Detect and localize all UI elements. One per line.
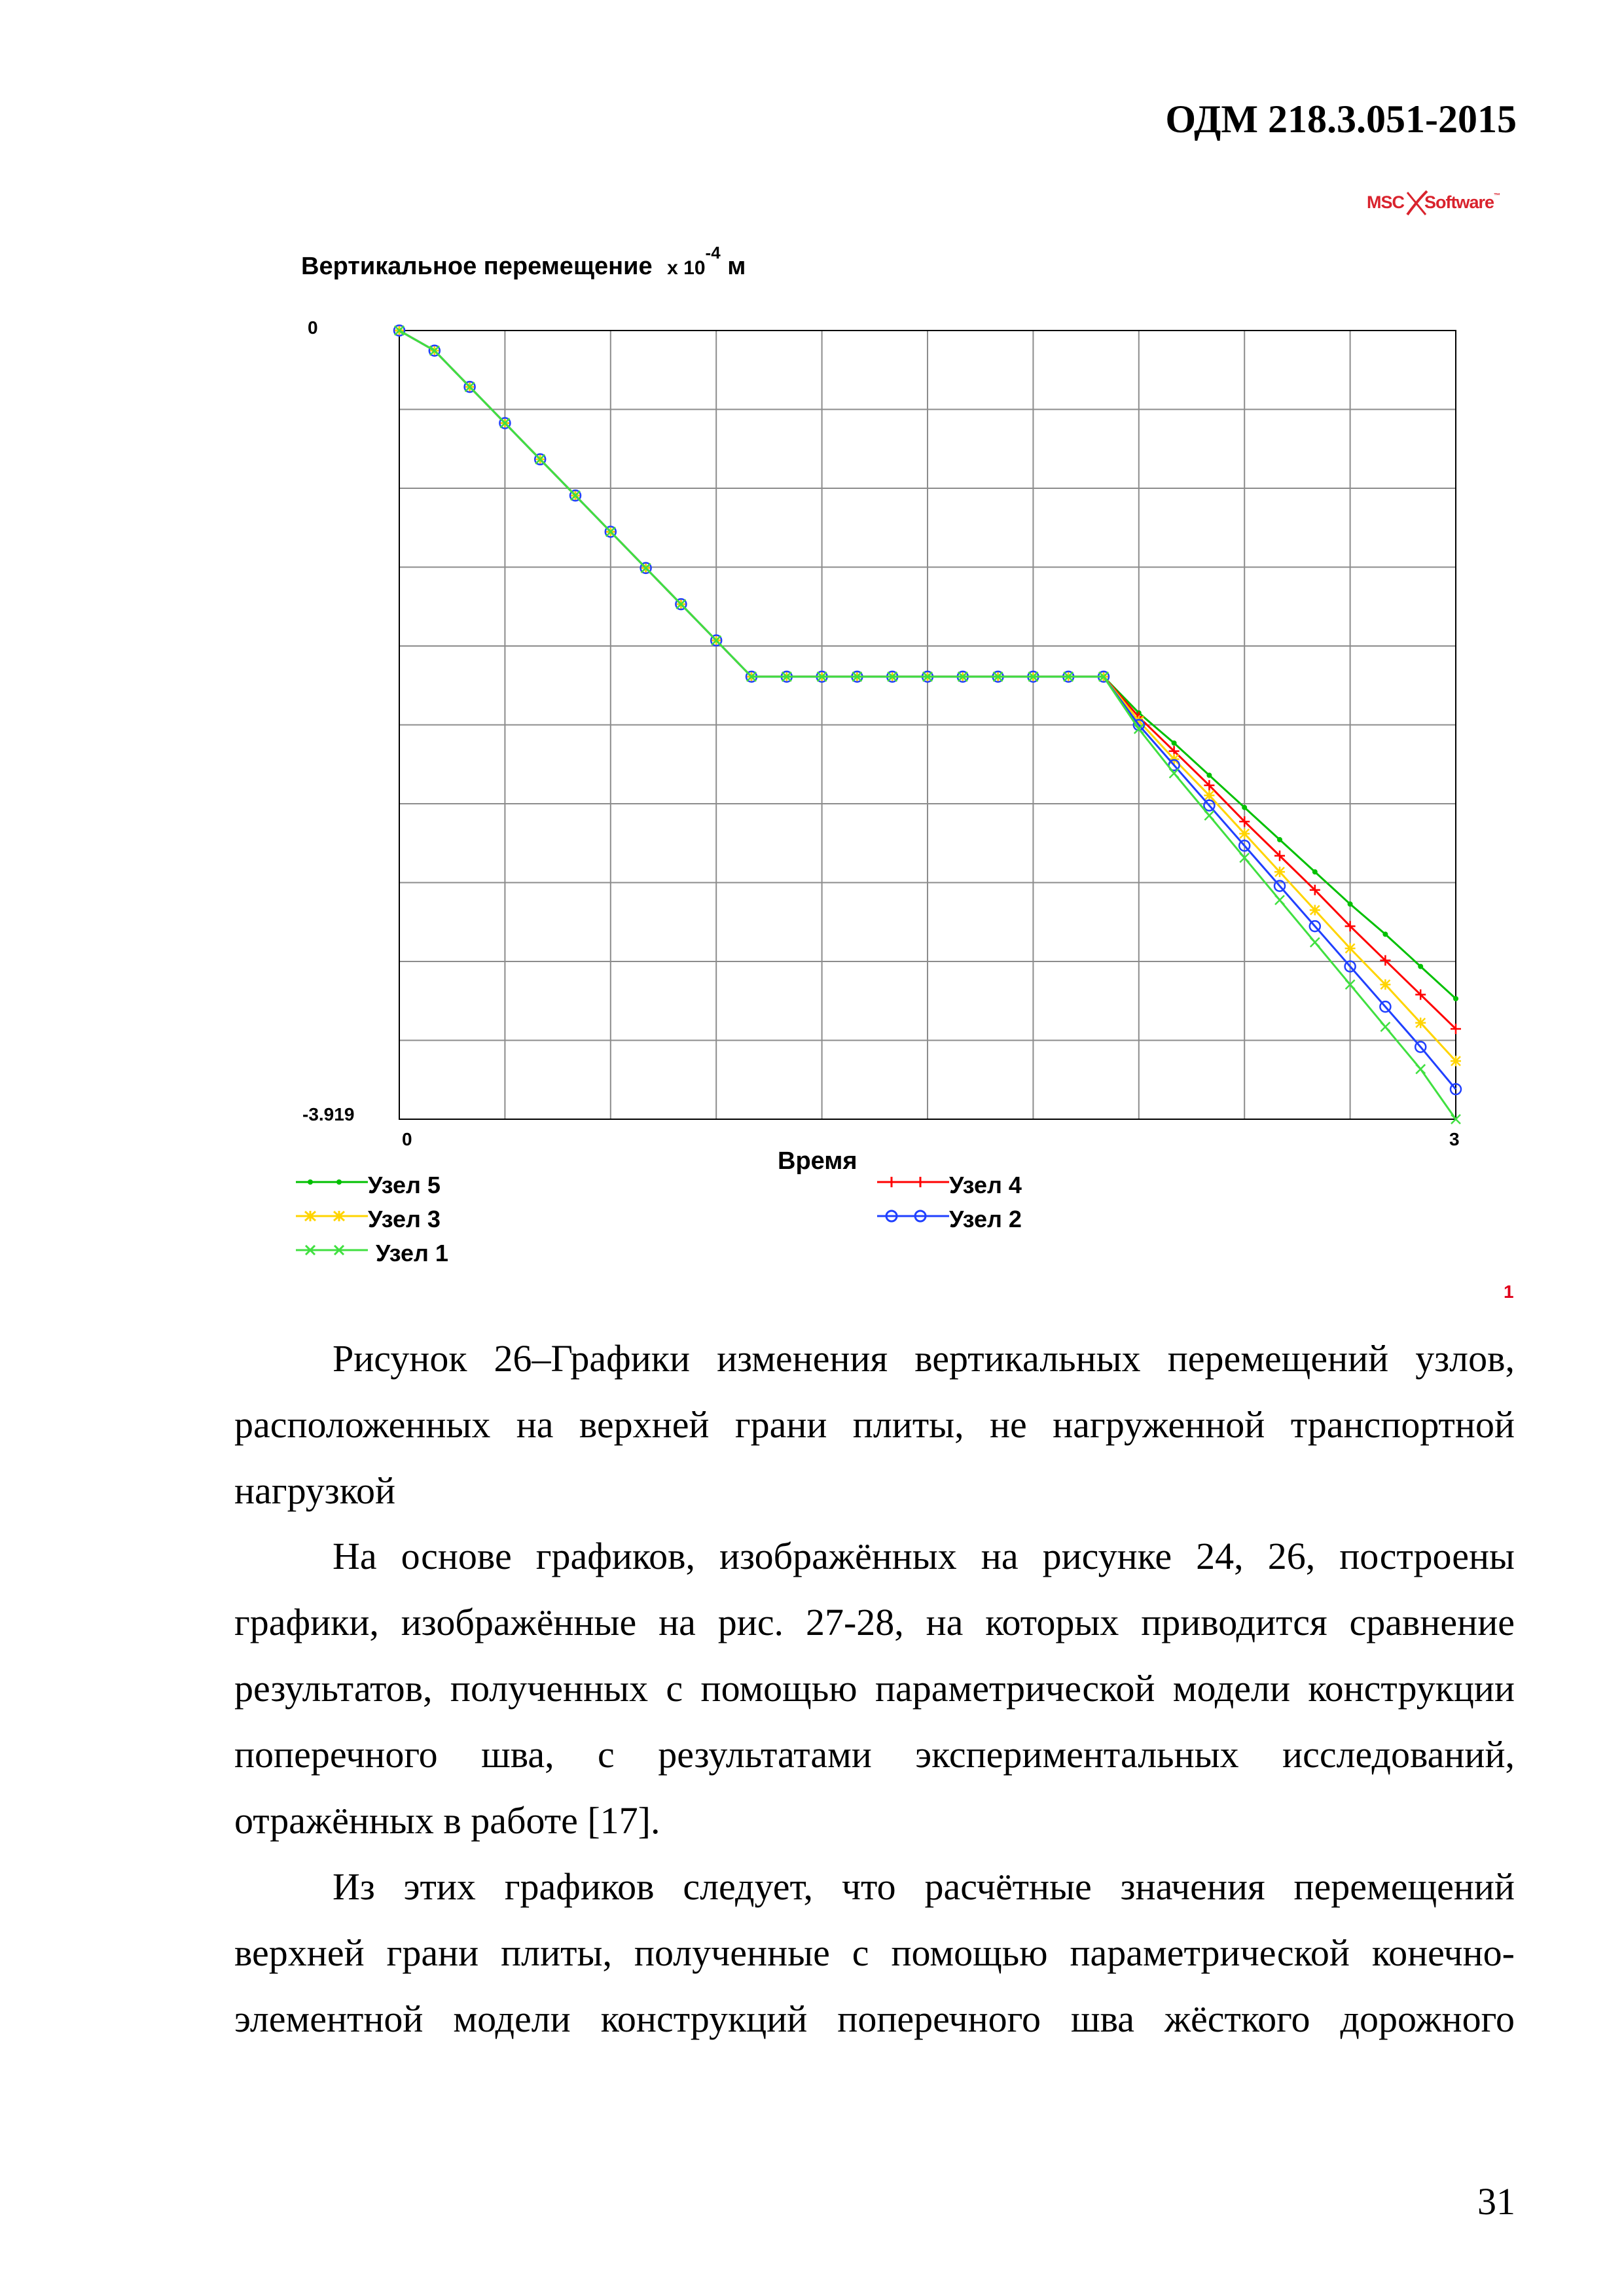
data-point bbox=[1169, 760, 1180, 770]
data-point bbox=[1415, 1042, 1426, 1052]
data-point bbox=[570, 490, 581, 501]
series-line bbox=[399, 331, 1456, 1119]
data-point bbox=[432, 348, 437, 353]
data-point bbox=[1277, 837, 1282, 842]
data-point bbox=[993, 672, 1003, 682]
data-point bbox=[678, 601, 683, 607]
legend-label-node5: Узел 5 bbox=[368, 1172, 441, 1198]
series-5 bbox=[397, 328, 1458, 1001]
data-point bbox=[852, 672, 862, 682]
data-point bbox=[993, 672, 1003, 682]
data-point bbox=[499, 418, 510, 428]
data-point bbox=[749, 674, 754, 679]
data-point bbox=[570, 490, 581, 501]
msc-software-logo bbox=[1367, 188, 1517, 221]
data-point bbox=[1098, 672, 1109, 682]
y-unit-prefix: x 10 bbox=[667, 257, 706, 279]
data-point bbox=[465, 382, 475, 391]
series-1 bbox=[395, 326, 1460, 1124]
y-tick-label-top: 0 bbox=[308, 317, 318, 338]
data-point bbox=[712, 636, 721, 645]
data-point bbox=[608, 529, 613, 534]
legend-label-node1: Узел 1 bbox=[376, 1240, 448, 1266]
legend-swatch-node4 bbox=[877, 1169, 949, 1195]
data-point bbox=[605, 526, 616, 537]
document-code: ОДМ 218.3.051-2015 bbox=[1165, 98, 1517, 141]
data-point bbox=[1310, 905, 1320, 916]
data-point bbox=[818, 672, 827, 681]
data-point bbox=[1028, 672, 1038, 682]
y-unit-exponent: -4 bbox=[705, 243, 721, 262]
data-point bbox=[571, 491, 580, 500]
series-line bbox=[399, 331, 1456, 1061]
data-point bbox=[958, 672, 968, 682]
paragraph-line: поперечного шва, с результатами экспериментальных исследований, bbox=[234, 1733, 1515, 1776]
chart-grid bbox=[399, 331, 1456, 1119]
data-point bbox=[1204, 790, 1214, 800]
legend-item-node4 bbox=[877, 1169, 1532, 1208]
legend-item-node2 bbox=[877, 1203, 1532, 1242]
data-point bbox=[1204, 800, 1214, 811]
data-point bbox=[746, 672, 757, 682]
x-tick-label-start: 0 bbox=[402, 1129, 412, 1149]
chart-title: Вертикальное перемещение bbox=[301, 253, 653, 280]
data-point bbox=[817, 672, 827, 682]
data-point bbox=[537, 457, 543, 462]
data-point bbox=[1380, 1001, 1390, 1012]
series-line bbox=[399, 331, 1456, 1029]
plot-frame bbox=[399, 331, 1456, 1119]
data-point bbox=[747, 672, 756, 681]
data-point bbox=[641, 564, 651, 573]
data-point bbox=[605, 526, 616, 537]
data-point bbox=[570, 490, 581, 501]
data-point bbox=[676, 599, 686, 609]
data-point bbox=[1418, 964, 1423, 969]
data-point bbox=[1274, 881, 1285, 891]
paragraph-2 bbox=[234, 1854, 1515, 2052]
paragraph-line: отражённых в работе [17]. bbox=[234, 1799, 660, 1842]
data-point bbox=[1380, 979, 1390, 990]
data-point bbox=[782, 672, 792, 682]
data-point bbox=[925, 674, 930, 679]
data-point bbox=[923, 672, 932, 681]
data-point bbox=[1134, 725, 1144, 734]
data-point bbox=[1134, 716, 1144, 726]
series-3 bbox=[394, 325, 1461, 1066]
data-point bbox=[1310, 921, 1320, 931]
data-point bbox=[1064, 672, 1073, 681]
data-point bbox=[1134, 711, 1144, 722]
paragraph-line: результатов, полученных с помощью параметрической модели конструкции bbox=[234, 1667, 1515, 1710]
data-point bbox=[535, 454, 545, 465]
chart-series bbox=[394, 325, 1461, 1124]
x-axis-label: Время bbox=[778, 1147, 857, 1175]
data-point bbox=[960, 674, 965, 679]
data-point bbox=[958, 672, 968, 682]
data-point bbox=[922, 672, 933, 682]
data-point bbox=[606, 527, 615, 536]
data-point bbox=[395, 326, 404, 335]
data-point bbox=[397, 328, 402, 333]
data-point bbox=[1239, 816, 1250, 827]
data-point bbox=[1380, 1022, 1390, 1031]
data-point bbox=[676, 600, 685, 609]
data-point bbox=[641, 563, 651, 573]
data-point bbox=[1382, 931, 1388, 937]
data-point bbox=[429, 346, 440, 356]
logo-msc-text: MSC bbox=[1367, 192, 1404, 212]
paragraph-line: элементной модели конструкций поперечного шва жёсткого дорожного bbox=[234, 1998, 1515, 2040]
legend-label-node3: Узел 3 bbox=[368, 1206, 441, 1232]
data-point bbox=[1098, 672, 1109, 682]
legend-swatch-node5 bbox=[296, 1169, 368, 1195]
data-point bbox=[890, 674, 895, 679]
data-point bbox=[1204, 780, 1214, 791]
data-point bbox=[573, 493, 578, 498]
data-point bbox=[1028, 672, 1038, 682]
data-point bbox=[958, 672, 967, 681]
data-point bbox=[394, 325, 405, 336]
data-point bbox=[467, 384, 473, 389]
y-unit: м bbox=[727, 253, 746, 280]
series-line bbox=[399, 331, 1456, 999]
data-point bbox=[993, 672, 1003, 682]
paragraph-1 bbox=[234, 1523, 1515, 1854]
data-point bbox=[1063, 672, 1074, 682]
data-point bbox=[1416, 1064, 1425, 1073]
caption-line: Рисунок 26–Графики изменения вертикальных перемещений узлов, bbox=[333, 1337, 1515, 1380]
data-point bbox=[500, 418, 509, 427]
data-point bbox=[676, 599, 686, 609]
data-point bbox=[1415, 990, 1426, 1000]
data-point bbox=[676, 599, 686, 609]
data-point bbox=[1451, 1084, 1461, 1094]
legend-label-node4: Узел 4 bbox=[949, 1172, 1022, 1198]
data-point bbox=[1453, 996, 1458, 1001]
data-point bbox=[1063, 672, 1074, 682]
data-point bbox=[888, 672, 897, 681]
data-point bbox=[1345, 921, 1356, 931]
data-point bbox=[429, 346, 440, 356]
data-point bbox=[713, 638, 719, 643]
chart-y-title bbox=[301, 243, 746, 281]
data-point bbox=[1063, 672, 1074, 682]
data-point bbox=[1346, 980, 1355, 989]
data-point bbox=[430, 346, 439, 355]
data-point bbox=[1172, 740, 1177, 745]
data-point bbox=[1345, 961, 1356, 972]
data-point bbox=[394, 325, 405, 336]
data-point bbox=[922, 672, 933, 682]
data-point bbox=[1310, 938, 1320, 947]
data-point bbox=[1274, 867, 1285, 877]
data-point bbox=[784, 674, 789, 679]
data-point bbox=[641, 563, 651, 573]
data-point bbox=[782, 672, 791, 681]
data-point bbox=[1240, 853, 1249, 863]
logo-software-text: Software™ bbox=[1424, 192, 1500, 212]
series-line bbox=[399, 331, 1456, 1089]
data-point bbox=[1239, 840, 1250, 851]
data-point bbox=[1310, 885, 1320, 895]
data-point bbox=[854, 674, 859, 679]
paragraph-line: графики, изображённые на рис. 27-28, на которых приводится сравнение bbox=[234, 1601, 1515, 1643]
data-point bbox=[1099, 672, 1108, 681]
figure-page-mark: 1 bbox=[1504, 1282, 1514, 1302]
data-point bbox=[465, 382, 475, 392]
data-point bbox=[746, 672, 757, 682]
data-point bbox=[887, 672, 897, 682]
data-point bbox=[499, 418, 510, 428]
data-point bbox=[711, 636, 721, 646]
data-point bbox=[852, 672, 861, 681]
legend-item-node5 bbox=[296, 1169, 950, 1208]
data-point bbox=[499, 418, 510, 428]
series-2 bbox=[394, 325, 1461, 1094]
data-point bbox=[1380, 955, 1390, 965]
x-tick-label-end: 3 bbox=[1449, 1129, 1460, 1149]
data-point bbox=[643, 565, 649, 571]
page-number: 31 bbox=[1477, 2180, 1515, 2223]
data-point bbox=[1098, 672, 1109, 682]
y-tick-label-bottom: -3.919 bbox=[302, 1104, 355, 1124]
data-point bbox=[1136, 710, 1142, 715]
data-point bbox=[465, 382, 475, 392]
data-point bbox=[958, 672, 968, 682]
series-4 bbox=[394, 325, 1461, 1034]
legend-swatch-node3 bbox=[296, 1203, 368, 1229]
data-point bbox=[465, 382, 475, 392]
caption-line: нагрузкой bbox=[234, 1469, 395, 1512]
data-point bbox=[746, 672, 757, 682]
legend-item-node3 bbox=[296, 1203, 950, 1242]
data-point bbox=[1066, 674, 1071, 679]
data-point bbox=[1274, 851, 1285, 861]
data-point bbox=[641, 563, 651, 573]
data-point bbox=[1275, 895, 1284, 905]
data-point bbox=[887, 672, 897, 682]
data-point bbox=[1030, 674, 1036, 679]
data-point bbox=[429, 346, 440, 356]
data-point bbox=[1451, 1024, 1461, 1034]
data-point bbox=[605, 526, 616, 537]
data-point bbox=[1170, 768, 1179, 778]
data-point bbox=[535, 455, 545, 464]
data-point bbox=[994, 672, 1003, 681]
data-point bbox=[1169, 746, 1180, 757]
data-point bbox=[1312, 869, 1318, 874]
data-point bbox=[1348, 901, 1353, 906]
caption-line: расположенных на верхней грани плиты, не нагруженной транспортной bbox=[234, 1403, 1515, 1446]
data-point bbox=[1028, 672, 1038, 681]
data-point bbox=[1206, 773, 1212, 778]
data-point bbox=[820, 674, 825, 679]
data-point bbox=[1101, 674, 1106, 679]
data-point bbox=[711, 636, 721, 646]
data-point bbox=[535, 454, 545, 465]
data-point bbox=[711, 636, 721, 646]
data-point bbox=[782, 672, 792, 682]
figure-caption bbox=[234, 1325, 1515, 1524]
data-point bbox=[817, 672, 827, 682]
data-point bbox=[1451, 1056, 1461, 1066]
legend-swatch-node1 bbox=[296, 1237, 368, 1263]
data-point bbox=[394, 325, 405, 336]
legend-item-node1 bbox=[296, 1237, 950, 1276]
data-point bbox=[1028, 672, 1038, 682]
data-point bbox=[1345, 943, 1356, 954]
data-point bbox=[1451, 1115, 1460, 1124]
paragraph-line: верхней грани плиты, полученные с помощью параметрической конечно- bbox=[234, 1931, 1515, 1974]
data-point bbox=[887, 672, 897, 682]
data-point bbox=[1242, 805, 1247, 810]
data-point bbox=[1204, 811, 1214, 820]
data-point bbox=[922, 672, 933, 682]
data-point bbox=[852, 672, 862, 682]
data-point bbox=[1239, 829, 1250, 839]
paragraph-line: Из этих графиков следует, что расчётные значения перемещений bbox=[333, 1865, 1515, 1908]
data-point bbox=[1134, 720, 1144, 730]
legend-swatch-node2 bbox=[877, 1203, 949, 1229]
data-point bbox=[782, 672, 792, 682]
data-point bbox=[817, 672, 827, 682]
paragraph-line: На основе графиков, изображённых на рисунке 24, 26, построены bbox=[333, 1535, 1515, 1577]
legend-label-node2: Узел 2 bbox=[949, 1206, 1022, 1232]
data-point bbox=[1169, 754, 1180, 764]
data-point bbox=[1415, 1018, 1426, 1028]
data-point bbox=[535, 454, 545, 465]
data-point bbox=[996, 674, 1001, 679]
data-point bbox=[852, 672, 862, 682]
data-point bbox=[502, 420, 507, 425]
